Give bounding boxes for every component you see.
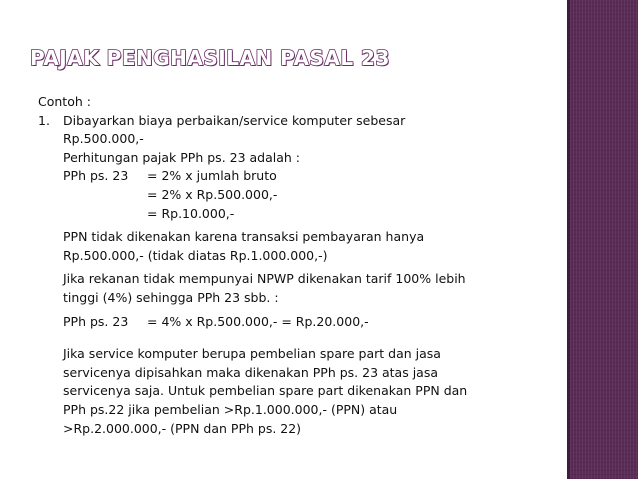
- calc-label: PPh ps. 23: [63, 168, 129, 184]
- sidebar-edge: [567, 0, 570, 479]
- calc-value-1: = 2% x jumlah bruto: [147, 168, 277, 184]
- list-item-1-line-1: [38, 112, 538, 131]
- npwp-calc-value: = 4% x Rp.500.000,- = Rp.20.000,-: [147, 313, 369, 329]
- spare-part-text-line-3: servicenya saja. Untuk pembelian spare part dikenakan PPN dan: [63, 383, 468, 399]
- npwp-text-line-1: Jika rekanan tidak mempunyai NPWP dikenakan tarif 100% lebih: [63, 271, 466, 287]
- npwp-text-line-2: tinggi (4%) sehingga PPh 23 sbb. :: [63, 289, 279, 305]
- calc-row-1: [38, 167, 538, 186]
- ppn-text-line-1: PPN tidak dikenakan karena transaksi pembayaran hanya: [63, 229, 425, 245]
- calc-value-2: = 2% x Rp.500.000,-: [147, 186, 278, 202]
- sidebar-texture: [570, 0, 638, 479]
- spare-part-text-line-4: PPh ps.22 jika pembelian >Rp.1.000.000,- (PPN) atau: [63, 401, 398, 417]
- calc-value-3: = Rp.10.000,-: [147, 205, 235, 221]
- calc-intro: Perhitungan pajak PPh ps. 23 adalah :: [63, 149, 301, 165]
- spare-part-text-line-1: Jika service komputer berupa pembelian spare part dan jasa: [63, 346, 441, 362]
- list-item-1-line-2: Rp.500.000,-: [63, 131, 144, 147]
- slide-title: PAJAK PENGHASILAN PASAL 23: [30, 46, 390, 70]
- npwp-calc-row: [38, 313, 538, 332]
- calc-row-2: [38, 186, 538, 205]
- list-item-number: 1.: [38, 112, 50, 128]
- ppn-text-line-2: Rp.500.000,- (tidak diatas Rp.1.000.000,-): [63, 247, 328, 263]
- list-item-text: Dibayarkan biaya perbaikan/service komputer sebesar: [63, 112, 406, 128]
- spare-part-text-line-2: servicenya dipisahkan maka dikenakan PPh ps. 23 atas jasa: [63, 364, 439, 380]
- spare-part-text-line-5: >Rp.2.000.000,- (PPN dan PPh ps. 22): [63, 420, 302, 436]
- example-heading: Contoh :: [38, 94, 91, 109]
- calc-row-3: [38, 205, 538, 224]
- slide-body: [38, 93, 538, 438]
- npwp-calc-label: PPh ps. 23: [63, 313, 129, 329]
